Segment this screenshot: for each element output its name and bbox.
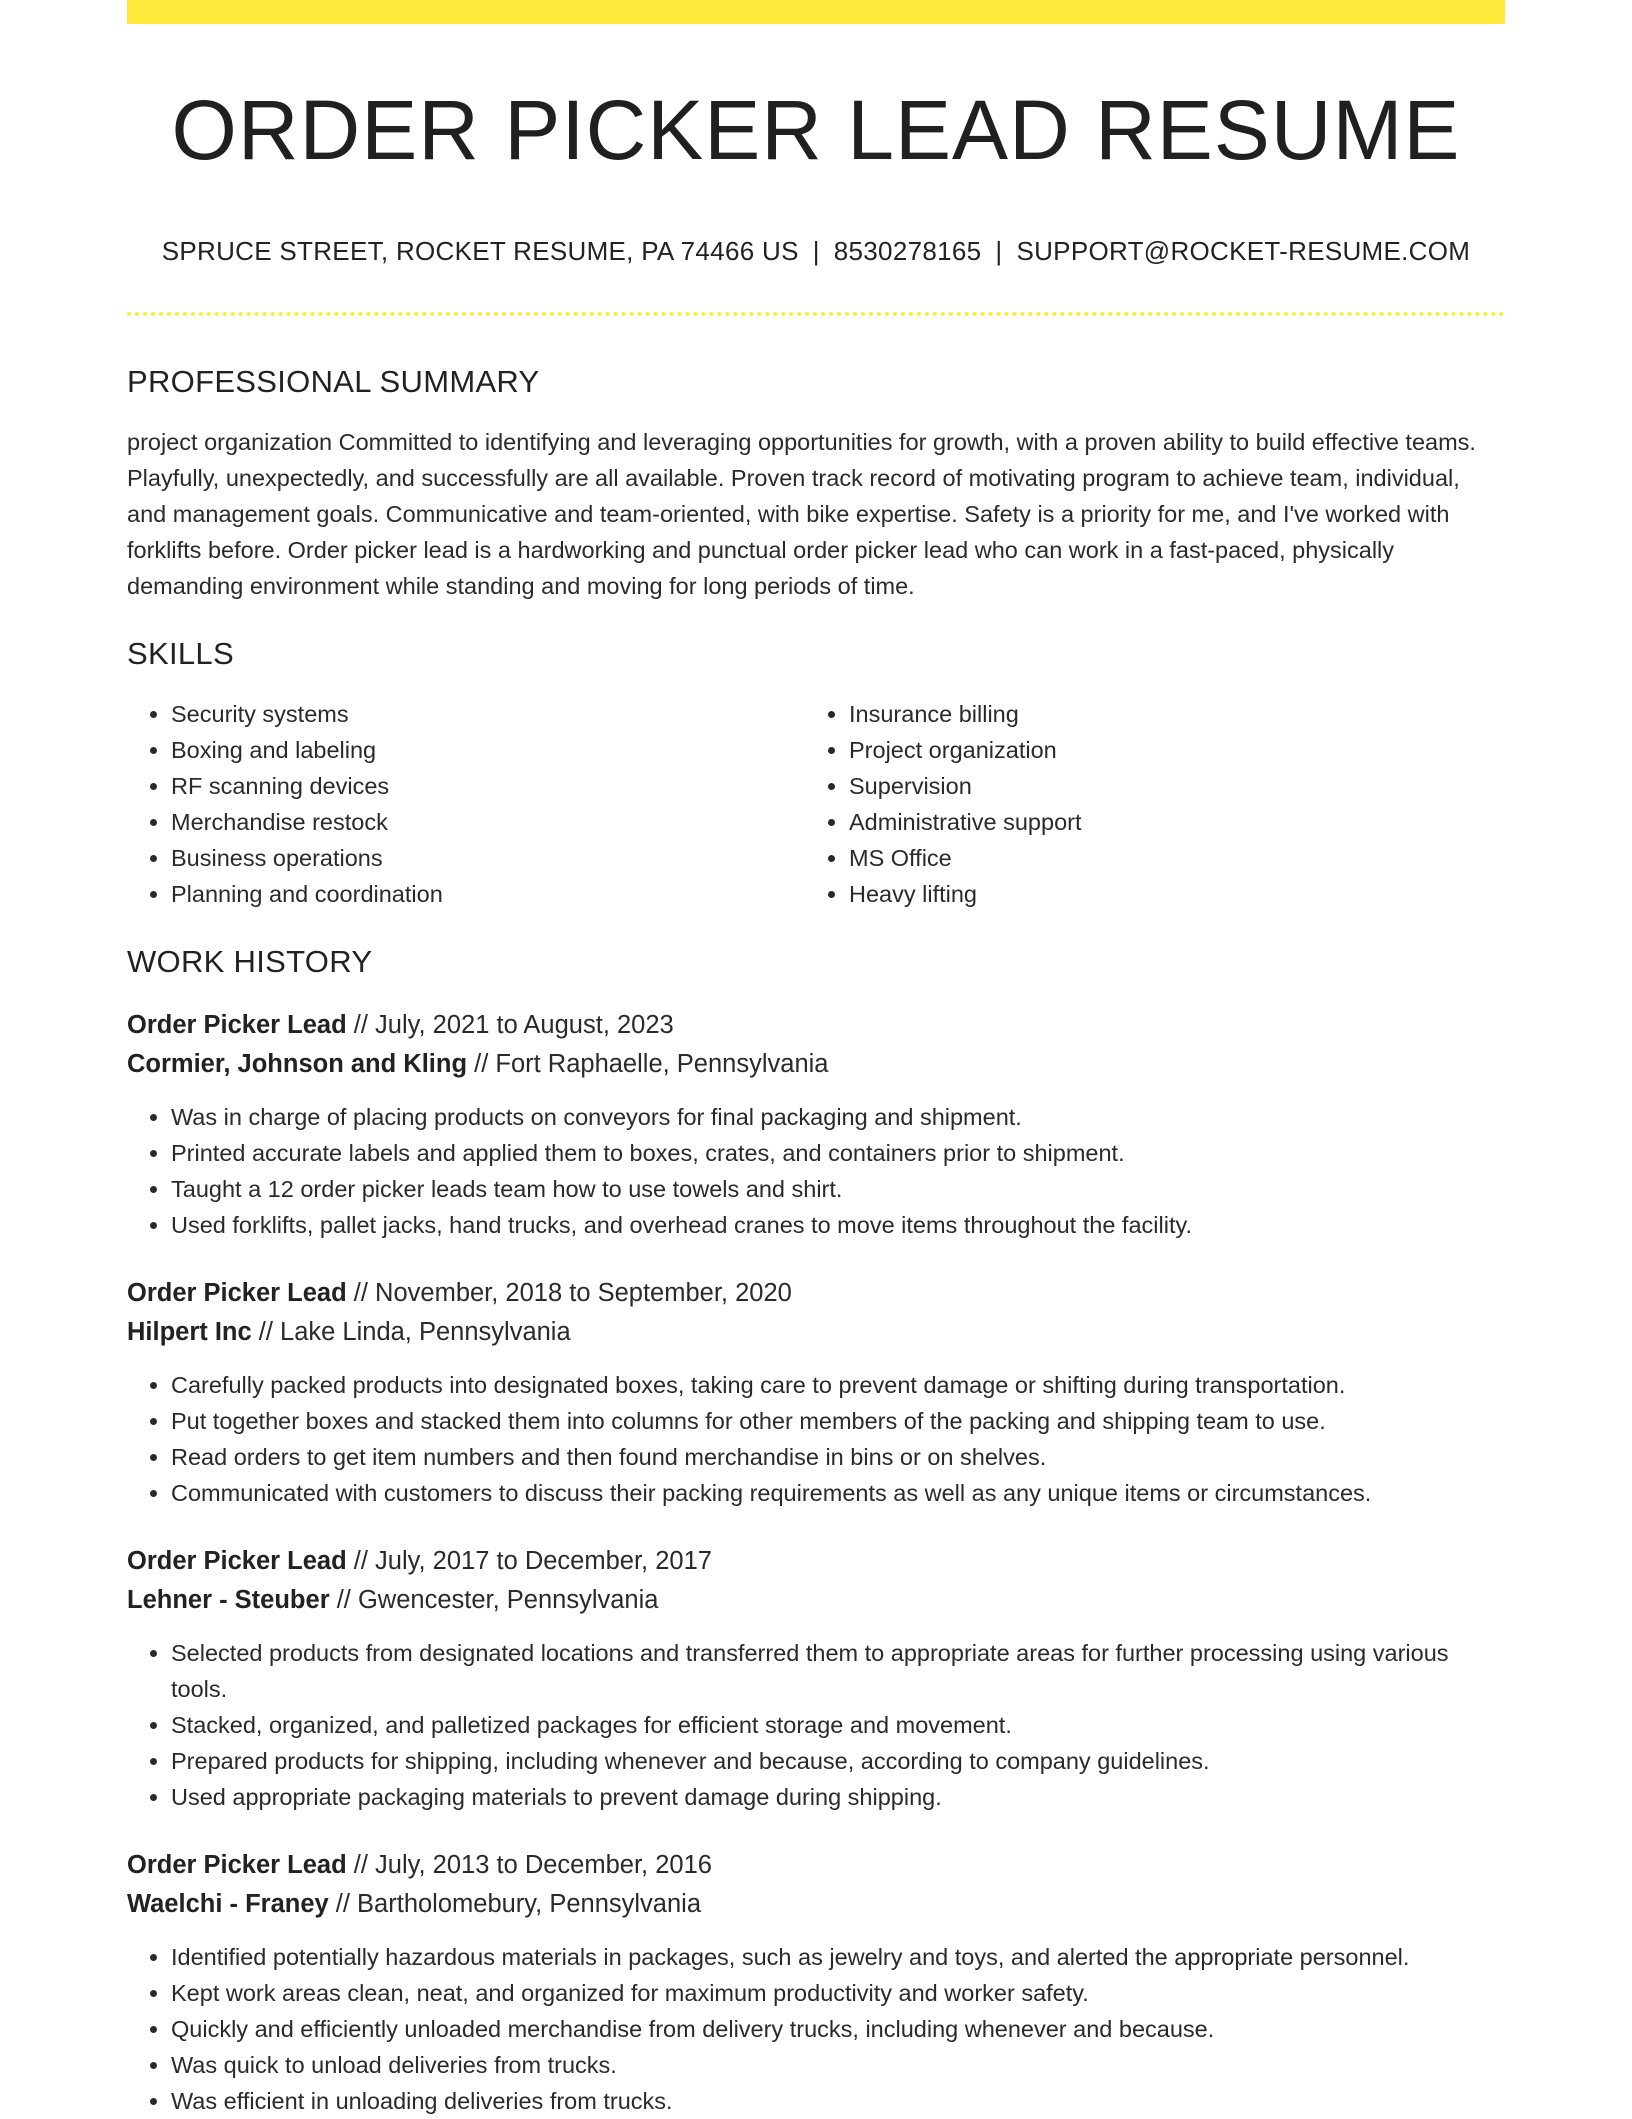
job-bullet: • Kept work areas clean, neat, and organized for maximum productivity and worker safety. (171, 1975, 1505, 2011)
job-dates: July, 2021 to August, 2023 (375, 1011, 674, 1039)
job-bullet: • Identified potentially hazardous materials in packages, such as jewelry and toys, and alerted the appropriate personnel. (171, 1939, 1505, 1975)
job-company: Lehner - Steuber (127, 1586, 330, 1614)
job-dates: November, 2018 to September, 2020 (375, 1279, 792, 1307)
summary-text: project organization Committed to identifying and leveraging opportunities for growth, with a proven ability to build effective teams. Playfully, unexpectedly, and successfully are all available. Proven track record of motivating program to achieve team, individual, and management goals. Communicative and team-oriented, with bike expertise. Safety is a priority for me, and I've worked with forklifts before. Order picker lead is a hardworking and punctual order picker lead who can work in a fast-paced, physically demanding environment while standing and moving for long periods of time. (127, 429, 1476, 599)
job-entry (127, 1006, 1505, 1243)
job-bullets (127, 1939, 1505, 2119)
job-company-line (127, 1313, 1505, 1352)
resume-title: ORDER PICKER LEAD RESUME (171, 83, 1461, 177)
resume-content (127, 0, 1505, 2119)
job-bullet: • Communicated with customers to discuss their packing requirements as well as any unique items or circumstances. (171, 1475, 1505, 1511)
skills-heading: SKILLS (127, 636, 234, 671)
work-history-heading: WORK HISTORY (127, 944, 373, 979)
job-bullet: • Used appropriate packaging materials to prevent damage during shipping. (171, 1779, 1505, 1815)
summary-heading: PROFESSIONAL SUMMARY (127, 364, 540, 399)
job-company-line (127, 1045, 1505, 1084)
skill-item: • Merchandise restock (171, 804, 805, 840)
job-location: Gwencester, Pennsylvania (357, 1586, 659, 1614)
job-location: Lake Linda, Pennsylvania (280, 1318, 571, 1346)
job-role-line (127, 1846, 1505, 1885)
skill-item: • RF scanning devices (171, 768, 805, 804)
job-entry (127, 1542, 1505, 1815)
job-bullet: • Stacked, organized, and palletized packages for efficient storage and movement. (171, 1707, 1505, 1743)
contact-email: SUPPORT@ROCKET-RESUME.COM (1016, 236, 1471, 266)
contact-phone: 8530278165 (833, 236, 982, 266)
job-company: Waelchi - Franey (127, 1890, 329, 1918)
job-role-line (127, 1274, 1505, 1313)
job-location: Bartholomebury, Pennsylvania (357, 1890, 702, 1918)
job-bullet: • Carefully packed products into designated boxes, taking care to prevent damage or shifting during transportation. (171, 1367, 1505, 1403)
job-company: Cormier, Johnson and Kling (127, 1050, 468, 1078)
job-dates: July, 2017 to December, 2017 (375, 1547, 712, 1575)
job-bullet: • Was in charge of placing products on conveyors for final packaging and shipment. (171, 1099, 1505, 1135)
job-bullets (127, 1367, 1505, 1511)
skill-item: • Insurance billing (849, 696, 1505, 732)
job-bullet: • Taught a 12 order picker leads team how to use towels and shirt. (171, 1171, 1505, 1207)
job-separator: // (251, 1318, 281, 1346)
job-bullet: • Put together boxes and stacked them into columns for other members of the packing and shipping team to use. (171, 1403, 1505, 1439)
job-bullet: • Was quick to unload deliveries from trucks. (171, 2047, 1505, 2083)
job-company-line (127, 1885, 1505, 1924)
job-bullets (127, 1635, 1505, 1815)
skill-item: • MS Office (849, 840, 1505, 876)
job-bullet: • Prepared products for shipping, including whenever and because, according to company guidelines. (171, 1743, 1505, 1779)
skill-item: • Project organization (849, 732, 1505, 768)
skill-item: • Administrative support (849, 804, 1505, 840)
contact-address: SPRUCE STREET, ROCKET RESUME, PA 74466 US (161, 236, 799, 266)
contact-line (127, 234, 1505, 268)
skills-list-right (805, 696, 1505, 912)
job-role: Order Picker Lead (127, 1851, 347, 1879)
job-dates: July, 2013 to December, 2016 (375, 1851, 712, 1879)
job-entry (127, 1846, 1505, 2119)
job-bullet: • Printed accurate labels and applied them to boxes, crates, and containers prior to shipment. (171, 1135, 1505, 1171)
contact-separator: | (995, 236, 1003, 266)
job-company-line (127, 1581, 1505, 1620)
job-role: Order Picker Lead (127, 1547, 347, 1575)
skill-item: • Planning and coordination (171, 876, 805, 912)
job-bullet: • Read orders to get item numbers and then found merchandise in bins or on shelves. (171, 1439, 1505, 1475)
job-separator: // (329, 1586, 358, 1614)
job-location: Fort Raphaelle, Pennsylvania (495, 1050, 829, 1078)
skill-item: • Supervision (849, 768, 1505, 804)
skill-item: • Boxing and labeling (171, 732, 805, 768)
job-separator: // (328, 1890, 358, 1918)
skill-item: • Security systems (171, 696, 805, 732)
skills-columns (127, 696, 1505, 912)
job-role-line (127, 1006, 1505, 1045)
job-bullet: • Used forklifts, pallet jacks, hand trucks, and overhead cranes to move items throughout the facility. (171, 1207, 1505, 1243)
job-role: Order Picker Lead (127, 1011, 347, 1039)
job-bullets (127, 1099, 1505, 1243)
job-role-line (127, 1542, 1505, 1581)
job-separator: // (346, 1279, 376, 1307)
skill-item: • Heavy lifting (849, 876, 1505, 912)
contact-separator: | (812, 236, 820, 266)
job-separator: // (467, 1050, 496, 1078)
job-entry (127, 1274, 1505, 1511)
dotted-divider (127, 312, 1505, 316)
job-separator: // (346, 1851, 376, 1879)
job-separator: // (346, 1547, 376, 1575)
job-bullet: • Was efficient in unloading deliveries from trucks. (171, 2083, 1505, 2119)
job-bullet: • Selected products from designated locations and transferred them to appropriate areas for further processing using various tools. (171, 1635, 1505, 1707)
skills-list-left (127, 696, 805, 912)
job-role: Order Picker Lead (127, 1279, 347, 1307)
skill-item: • Business operations (171, 840, 805, 876)
job-bullet: • Quickly and efficiently unloaded merchandise from delivery trucks, including whenever and because. (171, 2011, 1505, 2047)
job-separator: // (346, 1011, 376, 1039)
job-company: Hilpert Inc (127, 1318, 252, 1346)
